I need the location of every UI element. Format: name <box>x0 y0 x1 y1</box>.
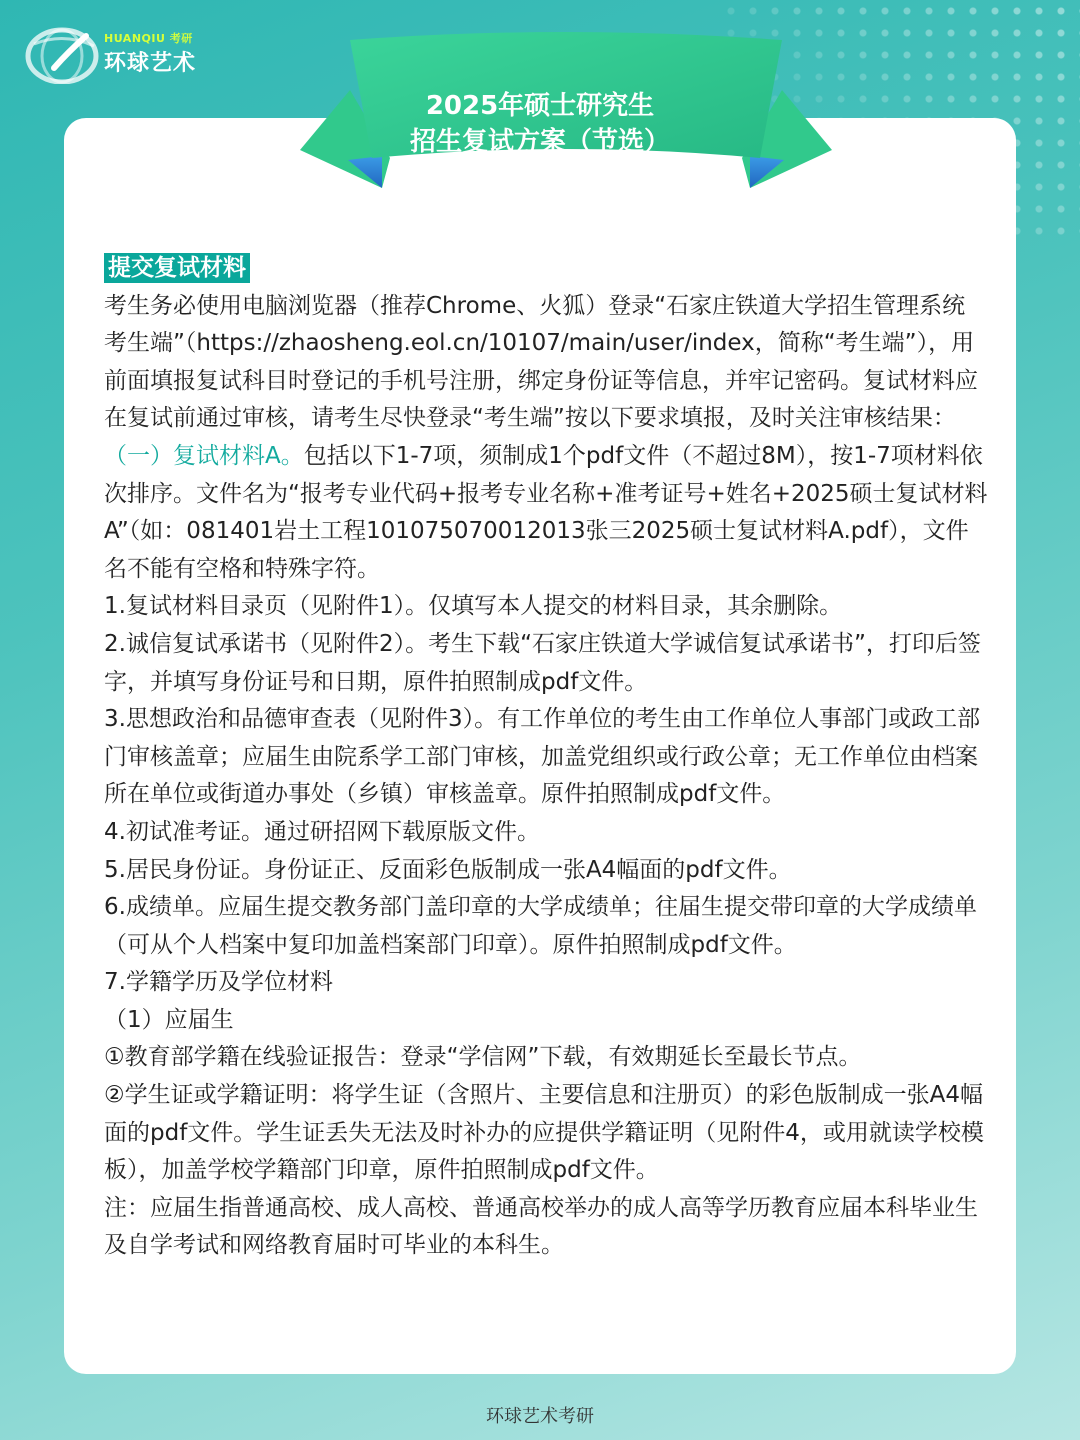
article-body <box>104 250 988 1265</box>
list-item: 4.初试准考证。通过研招网下载原版文件。 <box>104 818 540 845</box>
logo-globe-icon <box>24 22 110 84</box>
section-heading: 提交复试材料 <box>104 253 250 283</box>
intro-paragraph: 考生务必使用电脑浏览器（推荐Chrome、火狐）登录“石家庄铁道大学招生管理系统考生端”（https://zhaosheng.eol.cn/10107/main/user/index，简称“考生端”），用前面填报复试科目时登记的手机号注册，绑定身份证等信息，并牢记密码。复试材料应在复试前通过审核，请考生尽快登录“考生端”按以下要求填报，及时关注审核结果： <box>104 292 978 432</box>
banner-title-line2: 招生复试方案（节选） <box>409 127 670 157</box>
list-item: 1.复试材料目录页（见附件1）。仅填写本人提交的材料目录，其余删除。 <box>104 593 843 620</box>
list-item: ②学生证或学籍证明：将学生证（含照片、主要信息和注册页）的彩色版制成一张A4幅面的pdf文件。学生证丢失无法及时补办的应提供学籍证明（见附件4，或用就读学校模板），加盖学校学籍部门印章，原件拍照制成pdf文件。 <box>104 1082 984 1184</box>
list-item: 5.居民身份证。身份证正、反面彩色版制成一张A4幅面的pdf文件。 <box>104 856 792 883</box>
brand-chinese-name: 环球艺术 <box>104 51 197 76</box>
note-paragraph: 注：应届生指普通高校、成人高校、普通高校举办的成人高等学历教育应届本科毕业生及自学考试和网络教育届时可毕业的本科生。 <box>104 1194 978 1259</box>
banner-title <box>320 88 760 160</box>
material-a-text: 包括以下1-7项，须制成1个pdf文件（不超过8M），按1-7项材料依次排序。文件名为“报考专业代码+报考专业名称+准考证号+姓名+2025硕士复试材料A”（如：081401岩土工程101075070012013张三2025硕士复试材料A.pdf），文件名不能有空格和特殊字符。 <box>104 442 988 582</box>
list-item: 6.成绩单。应届生提交教务部门盖印章的大学成绩单；往届生提交带印章的大学成绩单（可从个人档案中复印加盖档案部门印章）。原件拍照制成pdf文件。 <box>104 894 977 958</box>
list-item: ①教育部学籍在线验证报告：登录“学信网”下载，有效期延长至最长节点。 <box>104 1044 862 1071</box>
list-item: 2.诚信复试承诺书（见附件2）。考生下载“石家庄铁道大学诚信复试承诺书”，打印后签字，并填写身份证号和日期，原件拍照制成pdf文件。 <box>104 630 981 695</box>
list-item: 3.思想政治和品德审查表（见附件3）。有工作单位的考生由工作单位人事部门或政工部门审核盖章；应届生由院系学工部门审核，加盖党组织或行政公章；无工作单位由档案所在单位或街道办事处（乡镇）审核盖章。原件拍照制成pdf文件。 <box>104 706 981 808</box>
material-a-label: （一）复试材料A。 <box>104 442 304 469</box>
list-item: （1）应届生 <box>104 1006 234 1033</box>
brand-logo <box>24 20 224 86</box>
footer-brand: 环球艺术考研 <box>486 1406 594 1427</box>
list-item: 7.学籍学历及学位材料 <box>104 969 333 996</box>
banner-title-line1: 2025年硕士研究生 <box>425 91 655 121</box>
material-a-paragraph <box>104 438 988 588</box>
brand-english-name: HUANQIU 考研 <box>104 32 193 45</box>
